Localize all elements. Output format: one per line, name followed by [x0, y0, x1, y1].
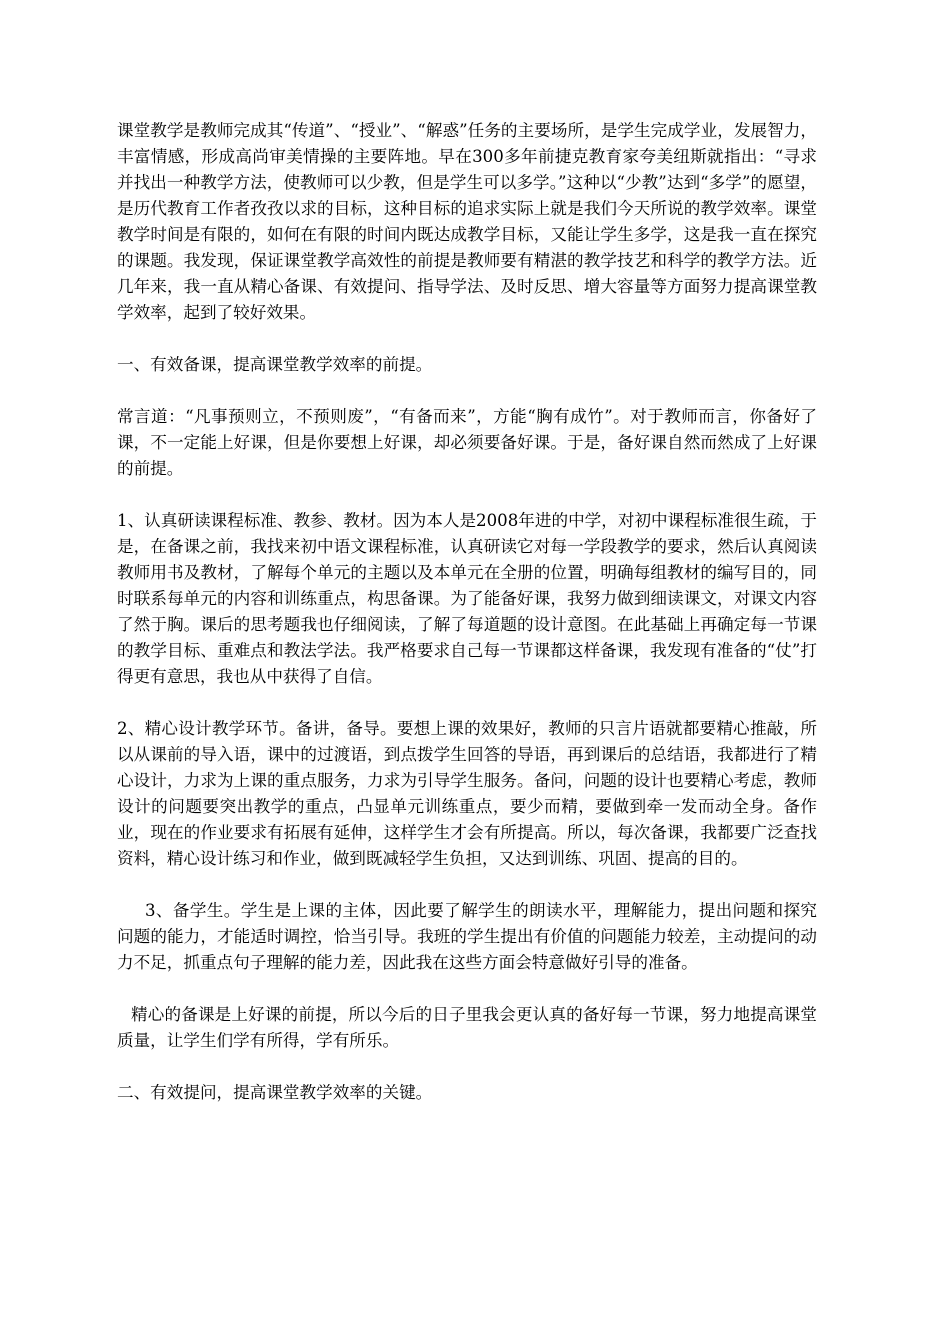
- point-3-paragraph: 3、备学生。学生是上课的主体，因此要了解学生的朗读水平，理解能力，提出问题和探究问题的能力，才能适时调控，恰当引导。我班的学生提出有价值的问题能力较差，主动提问的动力不足，抓重点句子理解的能力差，因此我在这些方面会特意做好引导的准备。: [117, 901, 817, 972]
- intro-paragraph: 课堂教学是教师完成其“传道”、“授业”、“解惑”任务的主要场所，是学生完成学业，发展智力，丰富情感，形成高尚审美情操的主要阵地。早在300多年前捷克教育家夸美纽斯就指出：“寻求并找出一种教学方法，使教师可以少教，但是学生可以多学。”这种以“少教”达到“多学”的愿望，是历代教育工作者孜孜以求的目标，这种目标的追求实际上就是我们今天所说的教学效率。课堂教学时间是有限的，如何在有限的时间内既达成教学目标，又能让学生多学，这是我一直在探究的课题。我发现，保证课堂教学高效性的前提是教师要有精湛的教学技艺和科学的教学方法。近几年来，我一直从精心备课、有效提问、指导学法、及时反思、增大容量等方面努力提高课堂教学效率，起到了较好效果。: [117, 121, 817, 322]
- section-heading-2: 二、有效提问，提高课堂教学效率的关键。: [117, 1083, 433, 1102]
- section-heading-1: 一、有效备课，提高课堂教学效率的前提。: [117, 355, 433, 374]
- saying-paragraph: 常言道：“凡事预则立，不预则废”，“有备而来”，方能“胸有成竹”。对于教师而言，你备好了课，不一定能上好课，但是你要想上好课，却必须要备好课。于是，备好课自然而然成了上好课的前提。: [117, 407, 817, 478]
- summary-paragraph: 精心的备课是上好课的前提，所以今后的日子里我会更认真的备好每一节课，努力地提高课堂质量，让学生们学有所得，学有所乐。: [117, 1005, 817, 1050]
- point-1-paragraph: 1、认真研读课程标准、教参、教材。因为本人是2008年进的中学，对初中课程标准很生疏，于是，在备课之前，我找来初中语文课程标准，认真研读它对每一学段教学的要求，然后认真阅读教师用书及教材，了解每个单元的主题以及本单元在全册的位置，明确每组教材的编写目的，同时联系每单元的内容和训练重点，构思备课。为了能备好课，我努力做到细读课文，对课文内容了然于胸。课后的思考题我也仔细阅读，了解了每道题的设计意图。在此基础上再确定每一节课的教学目标、重难点和教法学法。我严格要求自己每一节课都这样备课，我发现有准备的“仗”打得更有意思，我也从中获得了自信。: [117, 511, 817, 686]
- document-page: [117, 118, 817, 1132]
- point-2-paragraph: 2、精心设计教学环节。备讲，备导。要想上课的效果好，教师的只言片语就都要精心推敲，所以从课前的导入语，课中的过渡语，到点拨学生回答的导语，再到课后的总结语，我都进行了精心设计，力求为上课的重点服务，力求为引导学生服务。备问，问题的设计也要精心考虑，教师设计的问题要突出教学的重点，凸显单元训练重点，要少而精，要做到牵一发而动全身。备作业，现在的作业要求有拓展有延伸，这样学生才会有所提高。所以，每次备课，我都要广泛查找资料，精心设计练习和作业，做到既减轻学生负担，又达到训练、巩固、提高的目的。: [117, 719, 817, 868]
